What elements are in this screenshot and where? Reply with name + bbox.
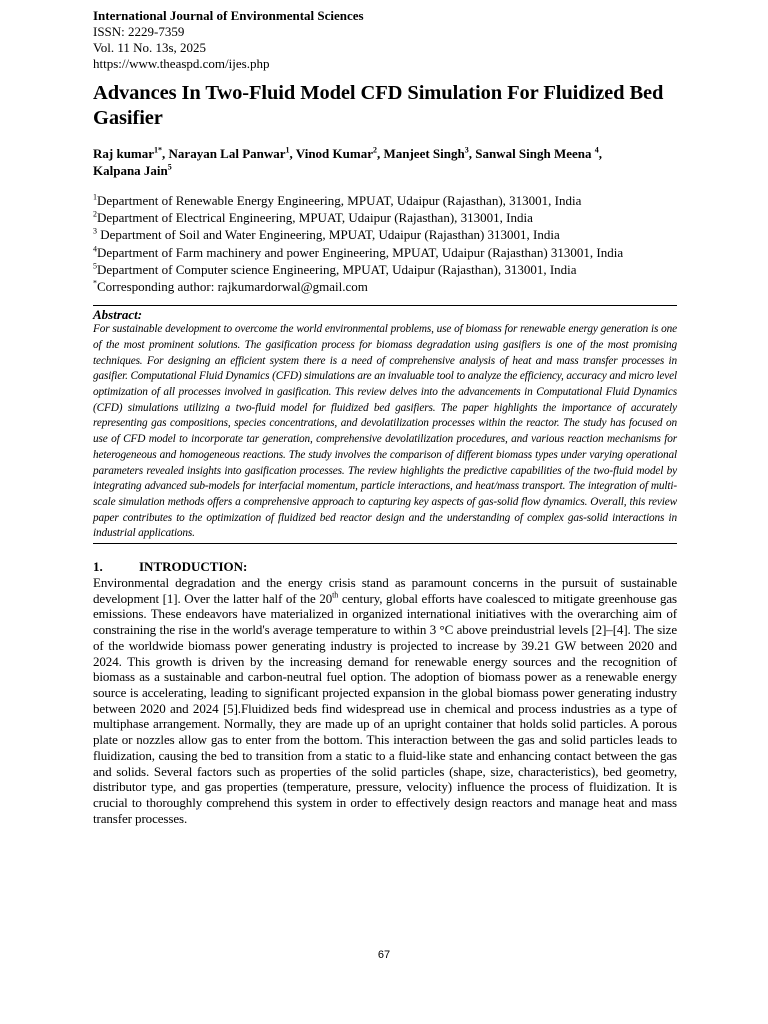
section-number: 1. bbox=[93, 559, 103, 575]
author-name: Narayan Lal Panwar bbox=[168, 146, 286, 161]
journal-header bbox=[93, 8, 677, 72]
affiliation-list bbox=[93, 192, 677, 295]
paragraph-text: century, global efforts have coalesced to mitigate greenhouse gas emissions. These endeavors have materialized in organized international initiatives with the overarching aim of constraining the rise in the world's average temperature to within 3 °C above preindustrial levels [2]–[4]. The size of the worldwide biomass power generating industry is projected to increase by 39.21 GW between 2020 and 2024. This growth is driven by the increasing demand for renewable energy sources and the recognition of biomass as a sustainable and carbon-neutral fuel option. The adoption of biomass power as a renewable energy source is accelerating, leading to significant projected expansion in the global biomass power generating industry between 2020 and 2024 [5].Fluidized beds find widespread use in chemical and process industries as a type of multiphase arrangement. Normally, they are made up of an upright container that holds solid particles. A porous plate or nozzles allow gas to enter from the bottom. This interaction between the gas and solid particles leads to fluidization, causing the bed to transition from a static to a fluid-like state and enhancing contact between the gas and solids. Several factors such as properties of the solid particles (shape, size, characteristics), bed geometry, distributor type, and gas properties (temperature, pressure, velocity) influence the process of fluidization. It is crucial to thoroughly comprehend this system in order to effectively design reactors and manage heat and mass transfer processes. bbox=[93, 590, 677, 826]
author-name: Sanwal Singh Meena bbox=[475, 146, 595, 161]
journal-volume: Vol. 11 No. 13s, 2025 bbox=[93, 40, 207, 55]
paper-title: Advances In Two-Fluid Model CFD Simulation For Fluidized Bed Gasifier bbox=[93, 82, 664, 129]
affiliation-text: Department of Farm machinery and power Engineering, MPUAT, Udaipur (Rajasthan) 313001, India bbox=[97, 244, 624, 260]
affiliation-item bbox=[93, 192, 677, 209]
affiliation-sup: 1 bbox=[93, 192, 97, 202]
affiliation-text: Department of Soil and Water Engineering, MPUAT, Udaipur (Rajasthan) 313001, India bbox=[97, 227, 560, 243]
author-sup: 1* bbox=[154, 145, 163, 155]
abstract-heading: Abstract: bbox=[93, 307, 143, 323]
affiliation-sup: 5 bbox=[93, 261, 97, 271]
paper-page bbox=[93, 8, 677, 826]
author-sep: , bbox=[289, 146, 296, 161]
author-name: Vinod Kumar bbox=[295, 146, 373, 161]
author-sup: 2 bbox=[372, 145, 377, 155]
page-number: 67 bbox=[377, 949, 391, 961]
section-title: INTRODUCTION: bbox=[139, 559, 248, 575]
corresponding-author bbox=[93, 278, 677, 295]
affiliation-item bbox=[93, 226, 677, 243]
affiliation-item bbox=[93, 244, 677, 261]
ordinal-sup: th bbox=[332, 590, 339, 600]
journal-name: International Journal of Environmental Sciences bbox=[93, 8, 364, 23]
affiliation-sup: 2 bbox=[93, 209, 97, 219]
paragraph-text: Environmental degradation and the energy crisis stand as paramount concerns in the pursuit of sustainable development [1]. Over the latter half of the 20 bbox=[93, 575, 677, 606]
author-sup: 5 bbox=[167, 162, 172, 172]
affiliation-text: Department of Computer science Engineering, MPUAT, Udaipur (Rajasthan), 313001, India bbox=[97, 261, 577, 277]
journal-url[interactable]: https://www.theaspd.com/ijes.php bbox=[93, 56, 270, 71]
author-sup: 4 bbox=[594, 145, 599, 155]
author-sep: , bbox=[598, 146, 603, 161]
corresponding-email[interactable]: Corresponding author: rajkumardorwal@gmail.com bbox=[97, 279, 368, 295]
author-name: Manjeet Singh bbox=[383, 146, 465, 161]
author-sup: 3 bbox=[464, 145, 469, 155]
author-sep: , bbox=[162, 146, 169, 161]
affiliation-sup: 4 bbox=[93, 244, 97, 254]
abstract-section bbox=[93, 305, 677, 544]
affiliation-item bbox=[93, 261, 677, 278]
affiliation-sup: * bbox=[93, 278, 97, 288]
author-sep: , bbox=[376, 146, 384, 161]
affiliation-sup: 3 bbox=[93, 227, 97, 237]
introduction-paragraph bbox=[93, 575, 677, 826]
affiliation-text: Department of Renewable Energy Engineering, MPUAT, Udaipur (Rajasthan), 313001, India bbox=[97, 193, 582, 208]
author-sup: 1 bbox=[285, 145, 290, 155]
author-name: Kalpana Jain bbox=[93, 163, 168, 178]
author-list bbox=[93, 145, 677, 179]
abstract-text: For sustainable development to overcome the world environmental problems, use of biomass for renewable energy generation is one of the most prominent solutions. The gasification process for biomass degradation using gasifiers is one of the most promising techniques. For designing an efficient system there is a need of comprehensive analysis of heat and mass transfer processes in gasifier. Computational Fluid Dynamics (CFD) simulations are an invaluable tool to analyze the efficiency, accuracy and micro level optimization of all processes involved in gasification. This review delves into the advancements in Computational Fluid Dynamics (CFD) simulations utilizing a two-fluid model for fluidized bed gasifiers. The paper highlights the importance of accurately representing gas compositions, species concentrations, and devolatilization processes within the reactor. The study has focused on use of CFD model to incorporate tar generation, comprehensive devolatilization procedures, and various reaction mechanisms for heterogeneous and homogeneous reactions. The study involves the comparison of different biomass types under varying operational parameters revealed insights into gasification processes. The review highlights the predictive capabilities of the two-fluid model by integrating advanced sub-models for interfacial momentum, particle interactions, and heat/mass transport. The integration of multi-scale simulation methods offers a comprehensive approach to capturing key aspects of gas-solid flow dynamics. Overall, this review paper contributes to the optimization of fluidized bed reactor design and the understanding of complex gas-solid interactions in industrial applications. bbox=[93, 323, 677, 540]
journal-issn: ISSN: 2229-7359 bbox=[93, 24, 185, 39]
affiliation-item bbox=[93, 209, 677, 226]
author-sep: , bbox=[468, 146, 476, 161]
affiliation-text: Department of Electrical Engineering, MPUAT, Udaipur (Rajasthan), 313001, India bbox=[97, 210, 533, 226]
author-name: Raj kumar bbox=[93, 146, 155, 161]
section-heading bbox=[93, 559, 677, 575]
